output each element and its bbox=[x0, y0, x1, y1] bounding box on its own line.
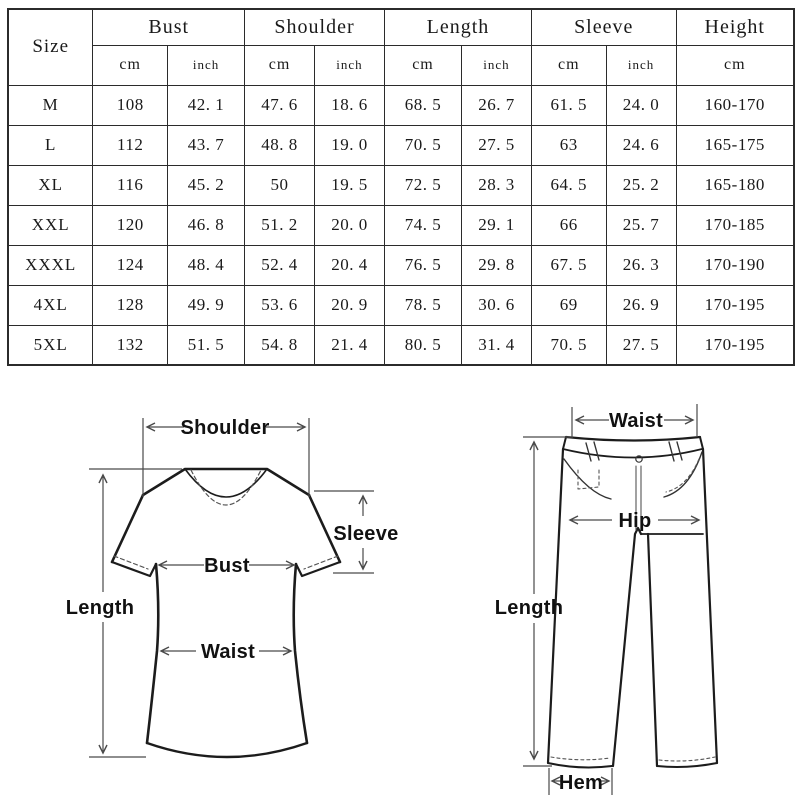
table-row-m bbox=[8, 85, 794, 125]
size-cell: L bbox=[8, 125, 93, 165]
value-cell: 47. 6 bbox=[245, 85, 315, 125]
value-cell: 26. 7 bbox=[461, 85, 531, 125]
size-cell: M bbox=[8, 85, 93, 125]
size-cell: XL bbox=[8, 165, 93, 205]
value-cell: 25. 2 bbox=[606, 165, 676, 205]
shirt-left-side bbox=[147, 564, 158, 743]
value-cell: 170-195 bbox=[676, 325, 794, 365]
unit-header-cm: cm bbox=[676, 45, 794, 85]
value-cell: 24. 6 bbox=[606, 125, 676, 165]
value-cell: 24. 0 bbox=[606, 85, 676, 125]
value-cell: 19. 5 bbox=[315, 165, 385, 205]
value-cell: 45. 2 bbox=[168, 165, 245, 205]
value-cell: 19. 0 bbox=[315, 125, 385, 165]
pants-left-hem-stitch bbox=[551, 757, 610, 760]
value-cell: 29. 1 bbox=[461, 205, 531, 245]
value-cell: 170-195 bbox=[676, 285, 794, 325]
header-group-row bbox=[8, 9, 794, 45]
shirt-left-cuff-stitch bbox=[114, 556, 148, 569]
unit-header-inch: inch bbox=[606, 45, 676, 85]
pants-waist-label: Waist bbox=[608, 410, 664, 432]
shirt-hem bbox=[147, 743, 307, 757]
value-cell: 20. 0 bbox=[315, 205, 385, 245]
unit-header-inch: inch bbox=[315, 45, 385, 85]
value-cell: 52. 4 bbox=[245, 245, 315, 285]
unit-header-inch: inch bbox=[461, 45, 531, 85]
measurement-diagrams bbox=[0, 380, 800, 800]
column-group-height: Height bbox=[676, 9, 794, 45]
pants-waistband-top bbox=[566, 437, 700, 441]
value-cell: 53. 6 bbox=[245, 285, 315, 325]
column-group-sleeve: Sleeve bbox=[531, 9, 676, 45]
value-cell: 54. 8 bbox=[245, 325, 315, 365]
size-cell: 4XL bbox=[8, 285, 93, 325]
value-cell: 67. 5 bbox=[531, 245, 606, 285]
column-group-shoulder: Shoulder bbox=[245, 9, 385, 45]
pants-right-hem-stitch bbox=[659, 757, 715, 761]
pants-diagram bbox=[548, 437, 717, 767]
table-row-l bbox=[8, 125, 794, 165]
value-cell: 112 bbox=[93, 125, 168, 165]
size-cell: 5XL bbox=[8, 325, 93, 365]
value-cell: 26. 9 bbox=[606, 285, 676, 325]
value-cell: 66 bbox=[531, 205, 606, 245]
size-table bbox=[7, 8, 795, 366]
pants-waistband-right bbox=[700, 437, 703, 449]
size-cell: XXXL bbox=[8, 245, 93, 285]
value-cell: 63 bbox=[531, 125, 606, 165]
value-cell: 165-180 bbox=[676, 165, 794, 205]
value-cell: 18. 6 bbox=[315, 85, 385, 125]
column-group-bust: Bust bbox=[93, 9, 245, 45]
table-row-4xl bbox=[8, 285, 794, 325]
unit-header-cm: cm bbox=[93, 45, 168, 85]
size-table-body bbox=[8, 85, 794, 365]
header-size: Size bbox=[8, 9, 93, 85]
value-cell: 76. 5 bbox=[384, 245, 461, 285]
unit-header-cm: cm bbox=[384, 45, 461, 85]
value-cell: 48. 8 bbox=[245, 125, 315, 165]
pants-right-pocket-stitch bbox=[666, 459, 699, 492]
bust-label: Bust bbox=[204, 555, 250, 577]
shirt-length-label: Length bbox=[65, 597, 135, 619]
shoulder-label: Shoulder bbox=[180, 417, 270, 439]
value-cell: 43. 7 bbox=[168, 125, 245, 165]
value-cell: 21. 4 bbox=[315, 325, 385, 365]
shirt-right-cuff-stitch bbox=[304, 556, 338, 569]
pants-waistband-left bbox=[563, 437, 566, 449]
unit-header-cm: cm bbox=[531, 45, 606, 85]
value-cell: 20. 4 bbox=[315, 245, 385, 285]
value-cell: 51. 5 bbox=[168, 325, 245, 365]
value-cell: 42. 1 bbox=[168, 85, 245, 125]
value-cell: 72. 5 bbox=[384, 165, 461, 205]
value-cell: 64. 5 bbox=[531, 165, 606, 205]
pants-left-pocket bbox=[564, 459, 611, 499]
value-cell: 70. 5 bbox=[531, 325, 606, 365]
value-cell: 68. 5 bbox=[384, 85, 461, 125]
value-cell: 26. 3 bbox=[606, 245, 676, 285]
value-cell: 70. 5 bbox=[384, 125, 461, 165]
value-cell: 20. 9 bbox=[315, 285, 385, 325]
header-unit-row bbox=[8, 45, 794, 85]
pants-left-inner-leg bbox=[613, 528, 641, 766]
pants-right-pocket bbox=[664, 452, 702, 497]
table-row-xxl bbox=[8, 205, 794, 245]
shirt-collar bbox=[185, 469, 267, 497]
value-cell: 29. 8 bbox=[461, 245, 531, 285]
pants-right-outer-leg bbox=[703, 449, 717, 763]
unit-header-inch: inch bbox=[168, 45, 245, 85]
value-cell: 27. 5 bbox=[461, 125, 531, 165]
value-cell: 78. 5 bbox=[384, 285, 461, 325]
value-cell: 128 bbox=[93, 285, 168, 325]
value-cell: 27. 5 bbox=[606, 325, 676, 365]
value-cell: 124 bbox=[93, 245, 168, 285]
value-cell: 170-185 bbox=[676, 205, 794, 245]
pants-length-label: Length bbox=[494, 597, 564, 619]
value-cell: 28. 3 bbox=[461, 165, 531, 205]
value-cell: 120 bbox=[93, 205, 168, 245]
shirt-right-side bbox=[294, 564, 307, 743]
table-row-5xl bbox=[8, 325, 794, 365]
value-cell: 116 bbox=[93, 165, 168, 205]
value-cell: 50 bbox=[245, 165, 315, 205]
pants-right-hem bbox=[657, 763, 717, 767]
pants-left-hem bbox=[548, 763, 612, 767]
value-cell: 80. 5 bbox=[384, 325, 461, 365]
value-cell: 74. 5 bbox=[384, 205, 461, 245]
unit-header-cm: cm bbox=[245, 45, 315, 85]
shirt-diagram bbox=[112, 469, 340, 757]
table-row-xxxl bbox=[8, 245, 794, 285]
shirt-left-sleeve bbox=[112, 495, 143, 562]
pants-right-inner-leg bbox=[648, 534, 657, 766]
value-cell: 49. 9 bbox=[168, 285, 245, 325]
value-cell: 31. 4 bbox=[461, 325, 531, 365]
table-row-xl bbox=[8, 165, 794, 205]
value-cell: 48. 4 bbox=[168, 245, 245, 285]
value-cell: 69 bbox=[531, 285, 606, 325]
hem-label: Hem bbox=[558, 772, 604, 794]
value-cell: 51. 2 bbox=[245, 205, 315, 245]
value-cell: 108 bbox=[93, 85, 168, 125]
column-group-length: Length bbox=[384, 9, 531, 45]
value-cell: 25. 7 bbox=[606, 205, 676, 245]
value-cell: 132 bbox=[93, 325, 168, 365]
shirt-waist-label: Waist bbox=[200, 641, 256, 663]
value-cell: 61. 5 bbox=[531, 85, 606, 125]
sleeve-label: Sleeve bbox=[333, 523, 399, 545]
pants-belt-loop-left bbox=[586, 442, 599, 461]
value-cell: 165-175 bbox=[676, 125, 794, 165]
hip-label: Hip bbox=[618, 510, 652, 532]
size-cell: XXL bbox=[8, 205, 93, 245]
shirt-shoulders bbox=[143, 469, 309, 495]
value-cell: 46. 8 bbox=[168, 205, 245, 245]
pants-belt-loop-right bbox=[669, 442, 682, 461]
value-cell: 170-190 bbox=[676, 245, 794, 285]
value-cell: 30. 6 bbox=[461, 285, 531, 325]
value-cell: 160-170 bbox=[676, 85, 794, 125]
